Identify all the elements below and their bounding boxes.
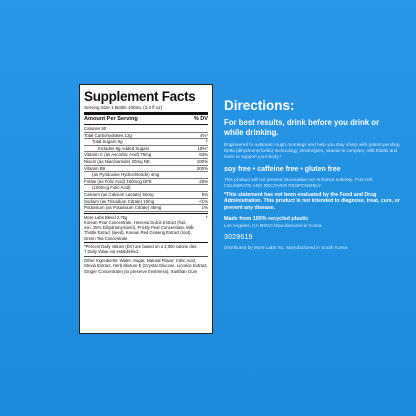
nutrient-row: [84, 133, 208, 140]
nutrient-row: [84, 166, 208, 173]
facts-header: [84, 116, 208, 123]
supplement-facts-panel: [79, 84, 213, 334]
nutrient-name: Folate (as Folic Acid) 160mcg DFE: [84, 178, 152, 184]
blend-dv: †: [205, 214, 208, 220]
directions-body: Engineered to outsmart rough mornings and help you stay sharp with patent pending DHM (dihydromyricetin) technology, electrolytes, vitamin B complex, milk thistle and more to support your body.*: [224, 142, 400, 159]
nutrient-dv: 200%: [196, 165, 208, 171]
directions-title: Directions:: [224, 98, 295, 113]
nutrient-dv: 25%: [199, 178, 208, 184]
free-from-line: soy free • caffeine free • gluten free: [224, 166, 341, 173]
blend-text: Korean Pear Concentrate, Hovenia Dulcis Extract (fruit, min. 35% Dihydromyricetin), Prickly Pear Concentrate, Milk Thistle Extract (seed), Korean Red Ginseng Extract (root), Green Tea Concentrate: [84, 219, 194, 241]
nutrient-row: [84, 185, 208, 192]
divider-thick: [84, 112, 208, 115]
nutrient-row: [84, 192, 208, 199]
nutrient-name: Total Carbohydrates 12g: [84, 132, 132, 138]
nutrient-dv: 5%: [201, 191, 208, 197]
nutrient-name: (as Pyridoxine Hydrochloride) 4mg: [92, 172, 160, 178]
nutrient-dv: 1%: [201, 205, 208, 211]
serving-size: Serving Size 1 Bottle 100mL (3.4 fl oz): [84, 105, 163, 110]
footnote-dv: *Percent Daily Values (DV) are based on a 2,000 calorie diet.: [84, 243, 198, 249]
recycled-plastic-note: Made from 100% recycled plastic: [224, 216, 309, 223]
nutrient-name: Includes 9g Added Sugars: [98, 145, 150, 151]
address-text: Los Angeles, CA 90010 Manufactured in Korea: [224, 223, 322, 229]
nutrient-name: Calcium (as Calcium Lactate) 50mg: [84, 191, 154, 197]
nutrient-row: [84, 152, 208, 159]
distributor-text: Distributed by More Labs Inc. Manufactured in South Korea: [224, 245, 348, 251]
nutrient-name: Niacin (as Niacinamide) 20mg NE: [84, 158, 150, 164]
dv-label: % DV: [193, 116, 208, 122]
warning-text: This product will not prevent intoxication nor enhance sobriety. PLEASE CELEBRATE AND RECOVER RESPONSIBLY.: [224, 177, 373, 188]
nutrient-name: Total Sugars 9g: [92, 139, 123, 145]
nutrient-row: [84, 179, 208, 186]
blend-name: More Labs Blend 2.75g: [84, 214, 128, 220]
directions-column: [224, 98, 400, 251]
nutrient-rows: [84, 126, 208, 212]
fda-disclaimer: *This statement has not been evaluated by the Food and Drug Administration. This product is not intended to diagnose, treat, cure, or prevent any disease.: [224, 192, 400, 211]
nutrient-name: Sodium (as Trisodium Citrate) 10mg: [84, 198, 155, 204]
nutrient-dv: <1%: [199, 198, 208, 204]
supplement-facts-title: Supplement Facts: [84, 89, 196, 104]
nutrient-row: [84, 139, 208, 146]
nutrient-name: (100mcg Folic Acid): [92, 185, 131, 191]
nutrient-name: Vitamin C (as Ascorbic Acid) 75mg: [84, 152, 152, 158]
other-ingredients: Other Ingredients: Water, Sugar, Natural Flavor, Citric Acid, Stevia Extract, Herb Mixture E (Crystal Glucose, Licorice Extract, Ginger Concentrate) (to preserve freshness), Xanthan Gum: [84, 258, 208, 274]
nutrient-dv: 100%: [196, 158, 208, 164]
nutrient-dv: 18%*: [197, 145, 208, 151]
directions-lead: For best results, drink before you drink or while drinking.: [224, 118, 380, 137]
nutrient-row: [84, 199, 208, 206]
nutrient-name: Calories 50: [84, 126, 107, 131]
nutrient-name: Potassium (as Potassium Citrate) 45mg: [84, 205, 162, 211]
nutrient-name: Vitamin B6: [84, 165, 106, 171]
nutrient-row: [84, 146, 208, 153]
nutrient-dv: 83%: [199, 152, 208, 158]
nutrient-dv: †: [205, 139, 208, 145]
footnote-not-established: † Daily Value not established.: [84, 248, 139, 254]
amount-per-serving-label: Amount Per Serving: [84, 116, 138, 122]
nutrient-row: [84, 172, 208, 179]
nutrient-dv: 4%*: [199, 132, 208, 138]
nutrient-row: [84, 205, 208, 212]
divider-medium: [84, 242, 208, 243]
lot-number: 3029619: [224, 234, 253, 242]
divider-medium: [84, 124, 208, 125]
nutrient-row: [84, 159, 208, 166]
blend-row: [84, 215, 208, 241]
divider-medium: [84, 213, 208, 214]
nutrient-row: [84, 126, 208, 133]
divider-thin: [84, 256, 208, 257]
